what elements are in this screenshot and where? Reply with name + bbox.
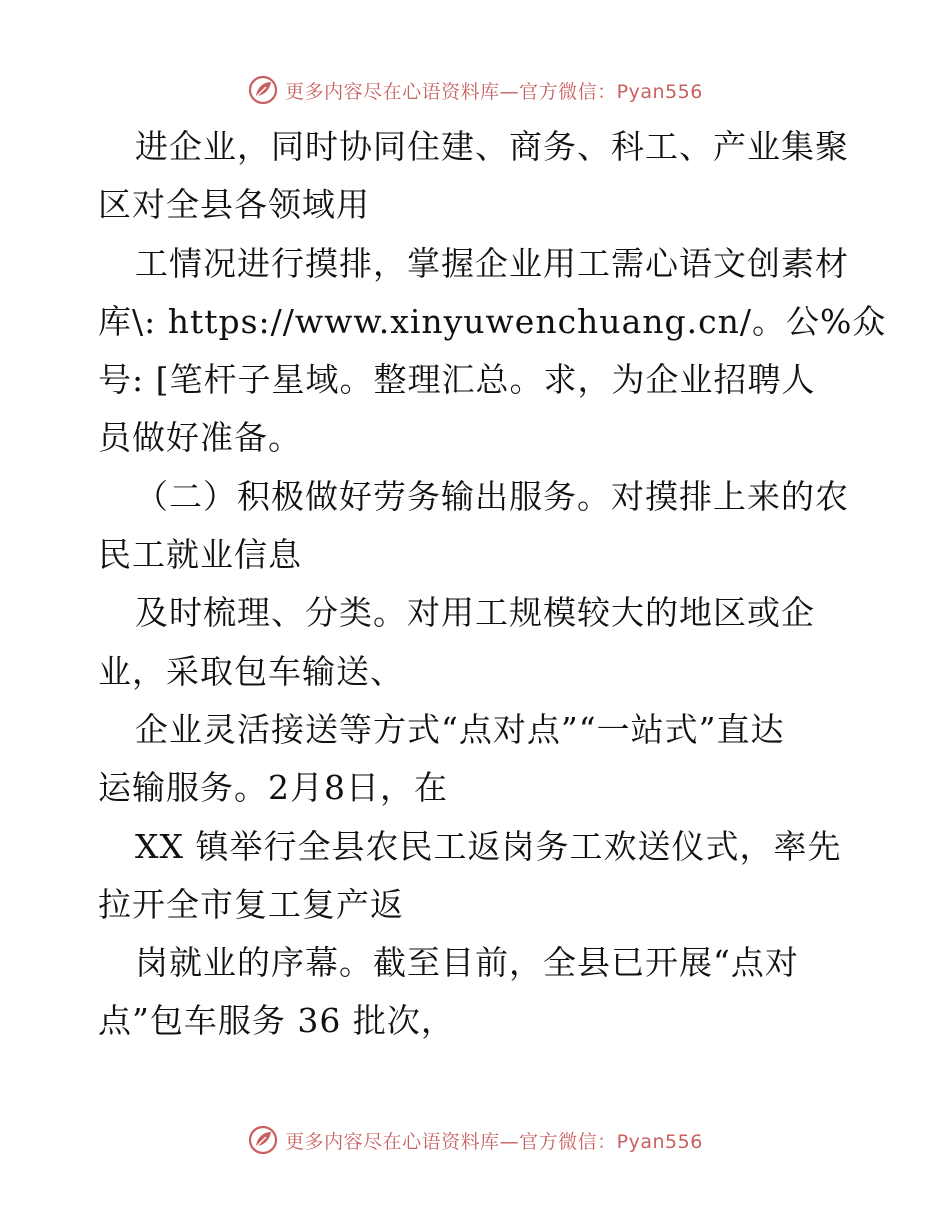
text-line: 拉开全市复工复产返	[98, 884, 404, 924]
red-leaf-logo-icon	[247, 74, 279, 106]
text-line: 进企业，同时协同住建、商务、科工、产业集聚	[135, 127, 849, 166]
document-body	[98, 118, 887, 1051]
text-line: XX 镇举行全县农民工返岗务工欢送仪式，率先	[135, 826, 842, 866]
watermark-header	[0, 70, 950, 110]
text-line: 运输服务。2月8日，在	[98, 768, 448, 808]
watermark-text: 更多内容尽在心语资料库—官方微信：Pyan556	[285, 80, 703, 103]
text-line: 业，采取包车输送、	[98, 651, 404, 691]
text-line: （二）积极做好劳务输出服务。对摸排上来的农	[135, 476, 849, 516]
text-line: 民工就业信息	[98, 535, 302, 575]
text-line: 企业灵活接送等方式“点对点”“一站式”直达	[135, 709, 785, 749]
red-leaf-logo-icon	[247, 1124, 279, 1156]
text-line: 及时梳理、分类。对用工规模较大的地区或企	[135, 593, 815, 633]
text-line: 库\: https://www.xinyuwenchuang.cn/。公%众	[98, 301, 887, 341]
text-line: 号: [笔杆子星域。整理汇总。求，为企业招聘人	[98, 360, 816, 400]
watermark-text: 更多内容尽在心语资料库—官方微信：Pyan556	[285, 1130, 703, 1153]
text-line: 工情况进行摸排，掌握企业用工需心语文创素材	[135, 243, 849, 283]
text-line: 岗就业的序幕。截至目前，全县已开展“点对	[135, 943, 799, 983]
text-line: 点”包车服务 36 批次，	[98, 1001, 455, 1041]
watermark-footer	[0, 1120, 950, 1160]
text-line: 员做好准备。	[98, 418, 302, 458]
text-line: 区对全县各领域用	[98, 185, 370, 225]
